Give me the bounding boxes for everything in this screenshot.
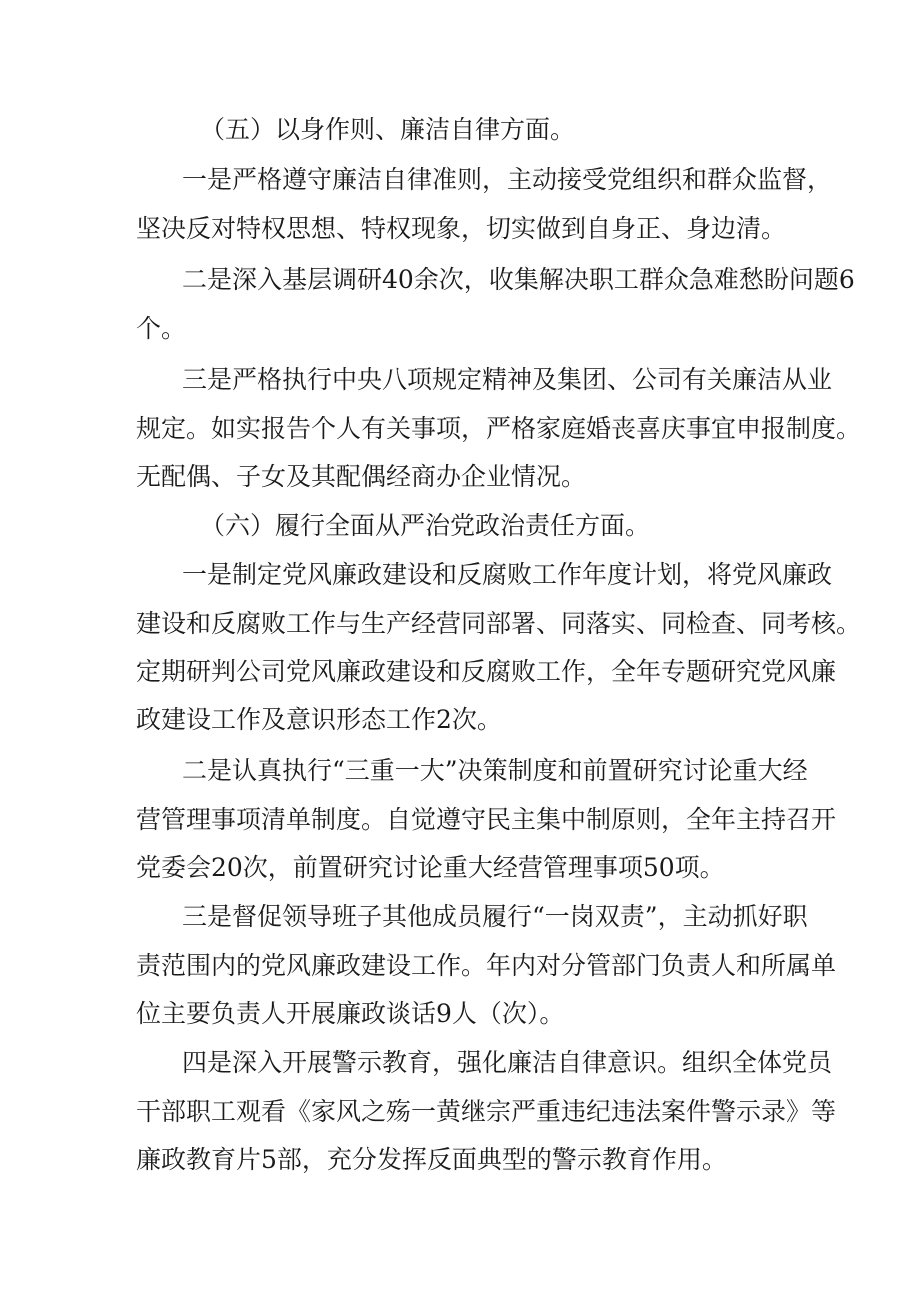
section-6-item-4-line-2: 干部职工观看《家风之殇一黄继宗严重违纪违法案件警示录》等 (136, 1097, 837, 1126)
section-5-item-1-line-2: 坚决反对特权思想、特权现象，切实做到自身正、身边清。 (136, 214, 787, 243)
section-6-item-1-line-1: 一是制定党风廉政建设和反腐败工作年度计划，将党风廉政 (182, 560, 833, 589)
section-5-item-2-line-1: 二是深入基层调研40余次，收集解决职工群众急难愁盼问题6 (182, 265, 855, 294)
section-6-item-2-line-3: 党委会20次，前置研究讨论重大经营管理事项50项。 (136, 853, 725, 882)
section-6-item-1-line-4: 政建设工作及意识形态工作2次。 (136, 705, 502, 734)
section-5-item-3-line-3: 无配偶、子女及其配偶经商办企业情况。 (136, 462, 587, 491)
section-6-item-4-line-1: 四是深入开展警示教育，强化廉洁自律意识。组织全体党员 (182, 1048, 833, 1077)
section-6-item-3-line-2: 责范围内的党风廉政建设工作。年内对分管部门负责人和所属单 (136, 951, 837, 980)
section-5-item-2-line-2: 个。 (136, 314, 187, 343)
section-5-item-3-line-2: 规定。如实报告个人有关事项，严格家庭婚丧喜庆事宜申报制度。 (136, 414, 862, 443)
section-6-item-3-line-3: 位主要负责人开展廉政谈话9人（次）。 (136, 999, 565, 1028)
section-6-heading: （六）履行全面从严治党政治责任方面。 (200, 511, 651, 540)
section-5-heading: （五）以身作则、廉洁自律方面。 (200, 115, 576, 144)
section-5-item-1-line-1: 一是严格遵守廉洁自律准则，主动接受党组织和群众监督， (182, 165, 833, 194)
section-6-item-4-line-3: 廉政教育片5部，充分发挥反面典型的警示教育作用。 (136, 1145, 727, 1174)
section-6-item-1-line-3: 定期研判公司党风廉政建设和反腐败工作，全年专题研究党风廉 (136, 657, 837, 686)
section-6-item-2-line-1: 二是认真执行“三重一大”决策制度和前置研究讨论重大经 (182, 756, 808, 785)
section-6-item-3-line-1: 三是督促领导班子其他成员履行“一岗双责”，主动抓好职 (182, 902, 808, 931)
section-5-item-3-line-1: 三是严格执行中央八项规定精神及集团、公司有关廉洁从业 (182, 365, 833, 394)
section-6-item-2-line-2: 营管理事项清单制度。自觉遵守民主集中制原则，全年主持召开 (136, 805, 837, 834)
section-6-item-1-line-2: 建设和反腐败工作与生产经营同部署、同落实、同检查、同考核。 (136, 609, 862, 638)
